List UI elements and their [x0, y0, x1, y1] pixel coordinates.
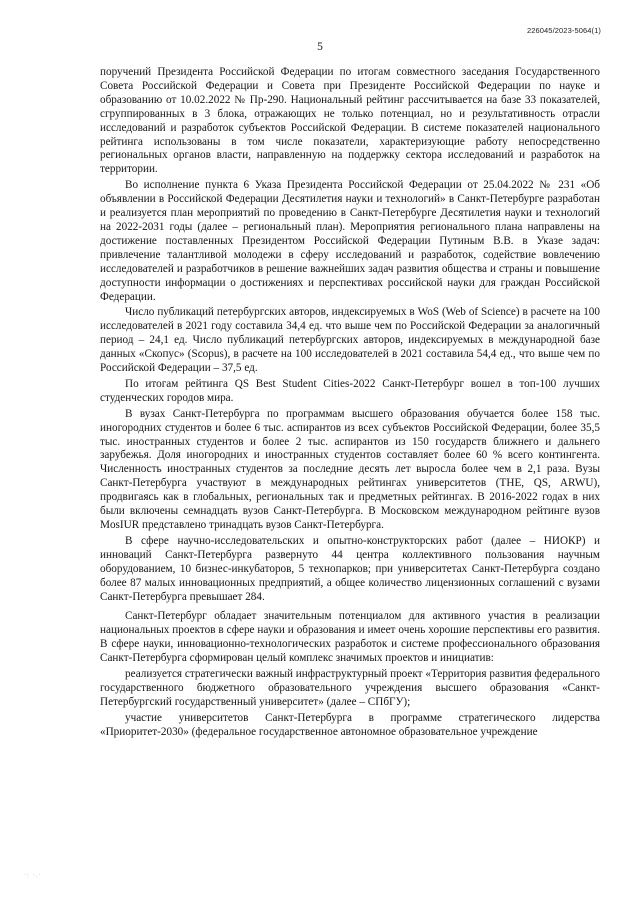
paragraph-potential: Санкт-Петербург обладает значительным потенциалом для активного участия в реализации национальных проектов в сфере науки и образования и имеет очень хорошие перспективы его развития. В сфере науки, инновационно-технологических разработок и системе профессионального образования Санкт-Петербурга сформирован целый комплекс значимых проектов и инициатив:: [100, 610, 600, 665]
paragraph-niokr: В сфере научно-исследовательских и опытно-конструкторских работ (далее – НИОКР) и инноваций Санкт-Петербурга развернуто 44 центра коллективного пользования научным оборудованием, 10 бизнес-инкубаторов, 5 технопарков; при университетах Санкт-Петербурга создано более 87 малых инновационных предприятий, а общее количество лицензионных соглашений с вузами Санкт-Петербурга превышает 284.: [100, 534, 600, 603]
paragraph-universities: В вузах Санкт-Петербурга по программам высшего образования обучается более 158 тыс. иногородних студентов и более 6 тыс. аспирантов из всех субъектов Российской Федерации, более 35,5 тыс. иностранных студентов и более 2 тыс. аспирантов из 150 государств ближнего и дальнего зарубежья. Доля иногородних и иностранных студентов составляет более 60 % всего контингента. Численность иностранных студентов за последние десять лет выросла более чем в 2,1 раза. Вузы Санкт-Петербурга участвуют в международных рейтингах университетов (THE, QS, ARWU), продвигаясь как в глобальных, региональных так и предметных рейтингах. В 2016-2022 годах в них были включены семнадцать вузов Санкт-Петербурга. В Московском международном рейтинге вузов MosIUR представлено тринадцать вузов Санкт-Петербурга.: [100, 407, 600, 531]
paragraph-decade-of-science: Во исполнение пункта 6 Указа Президента Российской Федерации от 25.04.2022 № 231 «Об объявлении в Российской Федерации Десятилетия науки и технологий» в Санкт-Петербурге разработан и реализуется план мероприятий по проведению в Санкт-Петербурге Десятилетия науки и технологий на 2022-2031 годы (далее – региональный план). Мероприятия регионального плана направлены на достижение поставленных Президентом Российской Федерации Путиным В.В. в Указе задач: привлечение талантливой молодежи в сферу исследований и разработок, содействие вовлечению исследователей и разработчиков в решение важнейших задач развития общества и страны и повышение доступности информации о достижениях и перспективах российской науки для граждан Российской Федерации.: [100, 179, 600, 303]
paragraph-national-rating: поручений Президента Российской Федерации по итогам совместного заседания Государственного Совета Российской Федерации и Совета при Президенте Российской Федерации по науке и образованию от 10.02.2022 № Пр-290. Национальный рейтинг рассчитывается на базе 33 показателей, сгруппированных в 3 блока, отражающих не только потенциал, но и результативность отрасли исследований и разработок субъектов Российской Федерации. В системе показателей национального рейтинга использованы в том числе показатели, характеризующие работу непосредственно региональных органов власти, направленную на поддержку сектора исследований и разработок на территории.: [100, 66, 600, 176]
list-item-priority-2030: участие университетов Санкт-Петербурга в программе стратегического лидерства «Приоритет-2030» (федеральное государственное автономное образовательное учреждение: [100, 711, 600, 738]
page-number: 5: [317, 41, 323, 53]
document-body: [100, 66, 600, 742]
document-registration-number: 226045/2023-5064(1): [526, 26, 601, 35]
list-item-spbgu-project: реализуется стратегически важный инфраструктурный проект «Территория развития федерального государственного бюджетного образовательного учреждения высшего образования «Санкт-Петербургский государственный университет» (далее – СПбГУ);: [100, 668, 600, 708]
paragraph-publications: Число публикаций петербургских авторов, индексируемых в WoS (Web of Science) в расчете на 100 исследователей в 2021 году составила 34,4 ед. что выше чем по Российской Федерации за аналогичный период – 24,1 ед. Число публикаций петербургских авторов, индексируемых в международной базе данных «Скопус» (Scopus), в расчете на 100 исследователей в 2021 составила 54,4 ед., что выше чем по Российской Федерации – 37,5 ед.: [100, 306, 600, 375]
scan-artifact: ·: ·.·: [24, 872, 42, 879]
paragraph-qs-rating: По итогам рейтинга QS Best Student Cities-2022 Санкт-Петербург вошел в топ-100 лучших студенческих городов мира.: [100, 377, 600, 404]
